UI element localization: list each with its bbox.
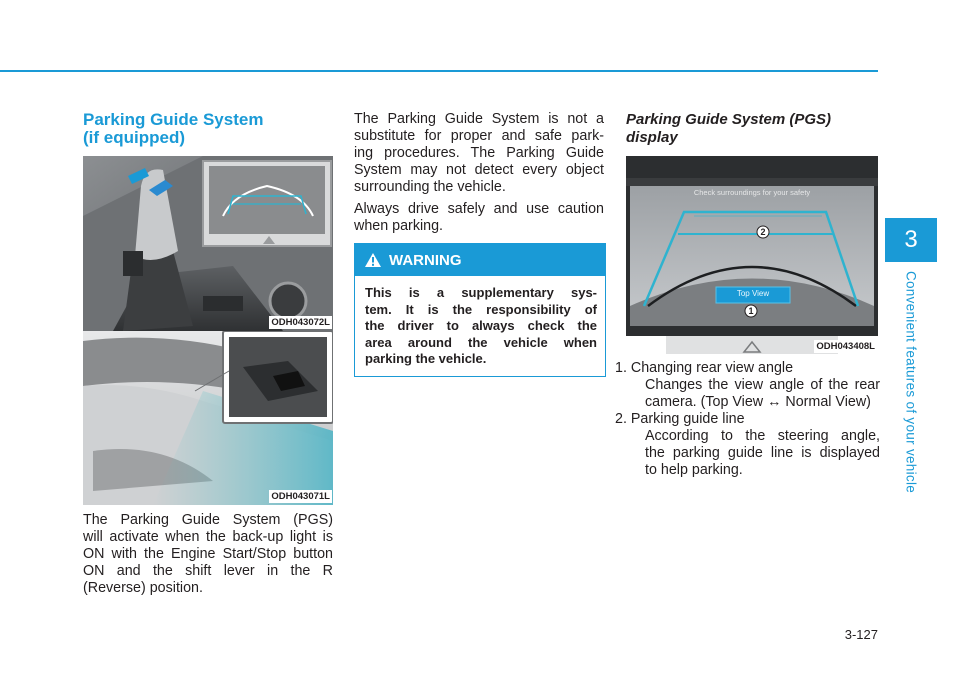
figure-code: ODH043071L	[271, 491, 330, 502]
shift-lever-figure	[83, 156, 333, 331]
rear-vehicle-camera-illustration	[83, 331, 333, 505]
pgs-display-heading: Parking Guide System (PGS) display	[626, 111, 832, 146]
pgs-caution-paragraph: Always drive safely and use caution when parking.	[354, 201, 604, 234]
pgs-display-items	[615, 360, 880, 479]
screen-warning-text: Check surroundings for your safety	[693, 188, 811, 197]
list-item-desc: Changes the view angle of the rear camera. (Top View ↔ Normal View)	[645, 377, 880, 410]
warning-text: This is a supplementary sys- tem. It is the responsibility of the driver to always check the area around the vehicle when parking the vehicle.	[365, 285, 597, 366]
gear-shift-with-reverse-camera-screen-illustration	[83, 156, 333, 331]
pgs-disclaimer-paragraph: The Parking Guide System is not a substitute for proper and safe park- ing procedures. The Parking Guide System may not detect every object surrounding the vehicle.	[354, 111, 604, 195]
figure-code: ODH043072L	[271, 317, 330, 328]
warning-label: WARNING	[389, 251, 462, 269]
page-number: 3-127	[844, 627, 878, 642]
list-item-desc: According to the steering angle, the parking guide line is displayed to help parking.	[645, 428, 880, 478]
warning-header	[355, 244, 605, 276]
rear-camera-figure	[83, 331, 333, 505]
pgs-display-figure	[626, 156, 878, 354]
chapter-title: Convenient features of your vehicle	[903, 270, 919, 494]
section-title: Parking Guide System (if equipped)	[83, 110, 264, 147]
callout-2: 2	[760, 227, 766, 237]
warning-triangle-icon	[365, 253, 381, 267]
parking-guide-display-illustration	[626, 156, 878, 354]
chapter-tab: 3	[885, 218, 937, 262]
list-item-title: 1. Changing rear view angle	[615, 360, 794, 376]
list-item-title: 2. Parking guide line	[615, 411, 745, 427]
warning-box	[354, 243, 606, 377]
top-view-button[interactable]: Top View	[736, 289, 770, 298]
figure-code: ODH043408L	[816, 341, 875, 352]
header-rule	[0, 70, 878, 72]
callout-1: 1	[748, 306, 754, 316]
pgs-activation-paragraph: The Parking Guide System (PGS) will activate when the back-up light is ON with the Engine Start/Stop button ON and the shift lever in the R (Reverse) position.	[83, 512, 333, 596]
